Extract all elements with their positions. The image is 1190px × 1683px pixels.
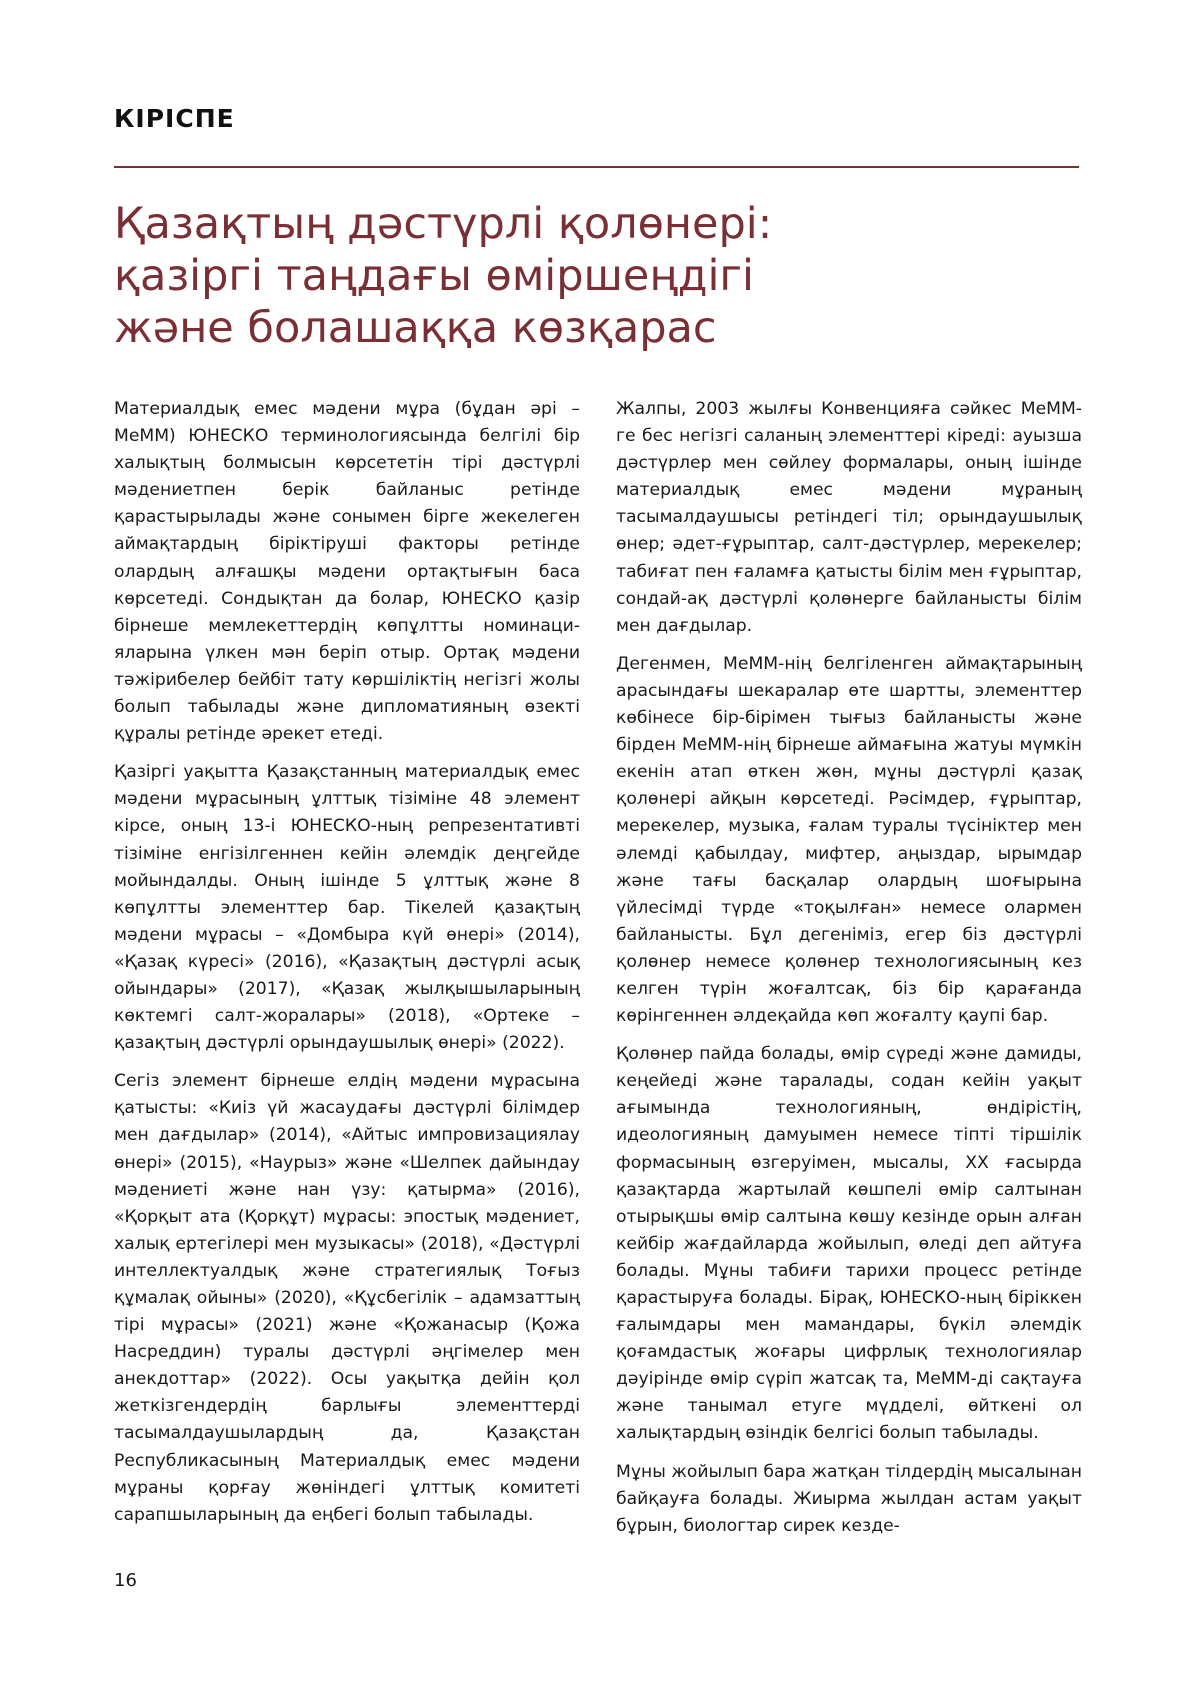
paragraph: Сегіз элемент бірнеше елдің мәдени мұрасына қатысты: «Киіз үй жасаудағы дәстүрлі білімдер мен дағдылар» (2014), «Айтыс импровизациялау өнері» (2015), «Наурыз» және «Шелпек дайындау мәдениеті және нан үзу: қатырма» (2016), «Қорқыт ата (Қорқұт) мұрасы: эпостық мәдениет, халық ертегілері мен музыкасы» (2018), «Дәстүрлі интеллектуалдық және стратегиялық Тоғыз құмалақ ойыны» (2020), «Құсбегілік – адамзаттың тірі мұрасы» (2021) және «Қожанасыр (Қожа Насреддин) туралы дәстүрлі әңгімелер мен анекдоттар» (2022). Осы уақытқа дейін қол жеткізгендердің барлығы элементтерді тасымалдаушылардың да, Қазақстан Республикасының Материалдық емес мәдени мұраны қорғау жөніндегі ұлттық комитеті сарапшыларының да еңбегі болып табылады. xyxy=(114,1071,580,1525)
paragraph: Материалдық емес мәдени мұра (бұдан әрі – МеММ) ЮНЕСКО терминологиясында белгілі бір халықтың болмысын көрсететін тірі дәстүрлі мәдениетпен берік байланыс ретінде қарастырылады және сонымен бірге жекелеген аймақтардың біріктіруші факторы ретінде олардың алғашқы мәдени ортақтығын баса көрсетеді. Сондықтан да болар, ЮНЕСКО қазір бірнеше мемлекеттердің көпұлтты номинацияларына үлкен мән беріп отыр. Ортақ мәдени тәжірибелер бейбіт тату көршіліктің негізгі жолы болып табылады және дипломатияның өзекті құралы ретінде әрекет етеді. xyxy=(114,399,580,745)
title-line-1: Қазақтың дәстүрлі қолөнері: xyxy=(114,199,773,249)
header-divider xyxy=(114,166,1079,168)
paragraph: Дегенмен, МеММ-нің белгіленген аймақтарының арасындағы шекаралар өте шартты, элементтер көбінесе бір-бірімен тығыз байланысты және бірден МеММ-нің бірнеше аймағына жатуы мүмкін екенін атап өткен жөн, мұны дәстүрлі қазақ қолөнері айқын көрсетеді. Рәсімдер, ғұрыптар, мерекелер, музыка, ғалам туралы түсініктер мен әлемді қабылдау, мифтер, аңыздар, ырымдар және тағы басқалар олардың шоғырына үйлесімді түрде «тоқылған» немесе олармен байланысты. Бұл дегеніміз, егер біз дәстүрлі қолөнер немесе қолөнер технологиясының кез келген түрін жоғалтсақ, біз бір қарағанда көрінгеннен әлдеқайда көп жоғалту қаупі бар. xyxy=(616,653,1082,1027)
section-label: КІРІСПЕ xyxy=(114,104,235,133)
paragraph: Қолөнер пайда болады, өмір сүреді және дамиды, кеңейеді және таралады, содан кейін уақыт ағымында технологияның, өндірістің, идеологияның дамуымен немесе тіпті тіршілік формасының өзгеруімен, мысалы, ХХ ғасырда қазақтарда жартылай көшпелі өмір салтынан отырықшы өмір салтына көшу кезінде орын алған кейбір жағдайларда жойылып, өледі деп айтуға болады. Мұны табиғи тарихи процесс ретінде қарастыруға болады. Бірақ, ЮНЕСКО-ның біріккен ғалымдары мен мамандары, бүкіл әлемдік қоғамдастық жоғары цифрлық технологиялар дәуірінде өмір сүріп жатсақ та, МеММ-ді сақтауға және танымал етуге мүдделі, өйткені ол халықтардың өзіндік белгісі болып табылады. xyxy=(616,1044,1082,1444)
paragraph: Жалпы, 2003 жылғы Конвенцияға сәйкес МеММ-ге бес негізгі саланың элементтері кіреді: ауызша дәстүрлер мен сөйлеу формалары, оның ішінде материалдық емес мәдени мұраның тасымалдаушысы ретіндегі тіл; орындаушылық өнер; әдет-ғұрыптар, салт-дәстүрлер, мерекелер; табиғат пен ғаламға қатысты білім мен ғұрыптар, сондай-ақ дәстүрлі қолөнерге байланысты білім мен дағдылар. xyxy=(616,399,1082,636)
left-column xyxy=(114,396,580,1540)
paragraph: Қазіргі уақытта Қазақстанның материалдық емес мәдени мұрасының ұлттық тізіміне 48 элемент кірсе, оның 13-і ЮНЕСКО-ның репрезентативті тізіміне енгізілгеннен кейін әлемдік деңгейде мойындалды. Оның ішінде 5 ұлттық және 8 көпұлтты элементтер бар. Тікелей қазақтың мәдени мұрасы – «Домбыра күй өнері» (2014), «Қазақ күресі» (2016), «Қазақтың дәстүрлі асық ойындары» (2017), «Қазақ жылқышыларының көктемгі салт-жоралары» (2018), «Ортеке – қазақтың дәстүрлі орындаушылық өнері» (2022). xyxy=(114,762,580,1054)
title-line-2: қазіргі таңдағы өміршеңдігі xyxy=(114,251,754,301)
page-title xyxy=(114,198,1074,354)
paragraph: Мұны жойылып бара жатқан тілдердің мысалынан байқауға болады. Жиырма жылдан астам уақыт бұрын, биологтар сирек кезде- xyxy=(616,1461,1082,1536)
right-column xyxy=(616,396,1082,1551)
title-line-3: және болашаққа көзқарас xyxy=(114,303,717,353)
page-number: 16 xyxy=(114,1570,137,1591)
